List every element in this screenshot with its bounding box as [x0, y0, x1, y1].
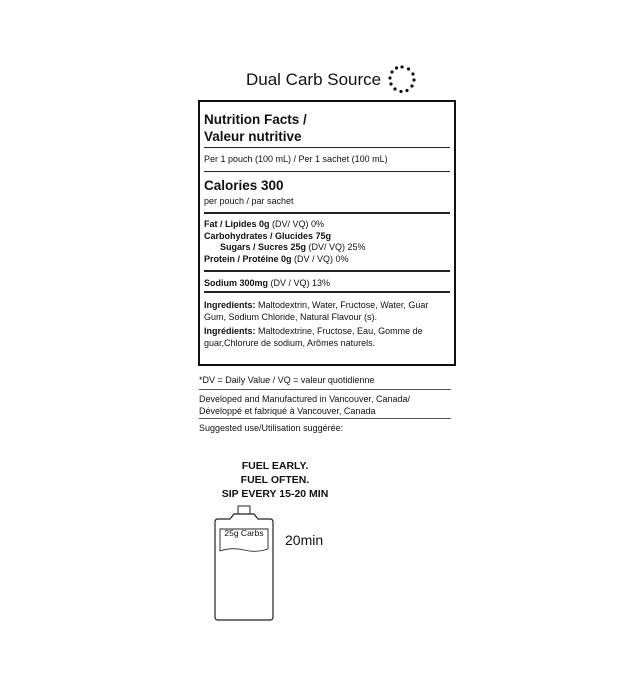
protein-row: Protein / Protéine 0g (DV / VQ) 0%: [204, 253, 349, 264]
product-title: Dual Carb Source: [246, 70, 382, 89]
calories: Calories 300: [204, 178, 284, 193]
usage-slogan: FUEL EARLY. FUEL OFTEN. SIP EVERY 15-20 MIN: [221, 460, 329, 500]
serving-size: Per 1 pouch (100 mL) / Per 1 sachet (100 mL): [204, 154, 388, 164]
divider: [204, 147, 450, 148]
divider: [199, 418, 451, 419]
interval-label: 20min: [285, 532, 324, 548]
divider: [204, 270, 450, 272]
sodium-row: Sodium 300mg (DV / VQ) 13%: [204, 278, 331, 288]
fat-row: Fat / Lipides 0g (DV/ VQ) 0%: [204, 219, 325, 229]
dv-footnote: *DV = Daily Value / VQ = valeur quotidienne: [199, 375, 375, 385]
manufacturing-info: Developed and Manufactured in Vancouver, Canada/ Développé et fabriqué à Vancouver, Canada: [199, 394, 410, 416]
divider: [204, 212, 450, 214]
dotted-circle-icon: [386, 63, 418, 95]
carb-row: Carbohydrates / Glucides 75g: [204, 230, 332, 241]
pouch-carbs-label: 25g Carbs: [224, 528, 264, 538]
ingredients-fr: Ingrédients: Maltodextrine, Fructose, Eau, Gomme de guar,Chlorure de sodium, Arômes naturels.: [204, 326, 423, 348]
sugar-row: Sugars / Sucres 25g (DV/ VQ) 25%: [220, 242, 366, 252]
calories-per: per pouch / par sachet: [204, 196, 294, 206]
nutrition-facts-title: Nutrition Facts / Valeur nutritive: [204, 112, 307, 144]
divider: [204, 291, 450, 293]
nutrient-list: [204, 219, 366, 265]
pouch-icon: [212, 505, 276, 623]
divider: [199, 389, 451, 390]
divider: [204, 171, 450, 172]
suggested-use-heading: Suggested use/Utilisation suggérée:: [199, 423, 344, 433]
ingredients-en: Ingredients: Maltodextrin, Water, Fructose, Water, Guar Gum, Sodium Chloride, Natural Flavour (s).: [204, 300, 429, 322]
